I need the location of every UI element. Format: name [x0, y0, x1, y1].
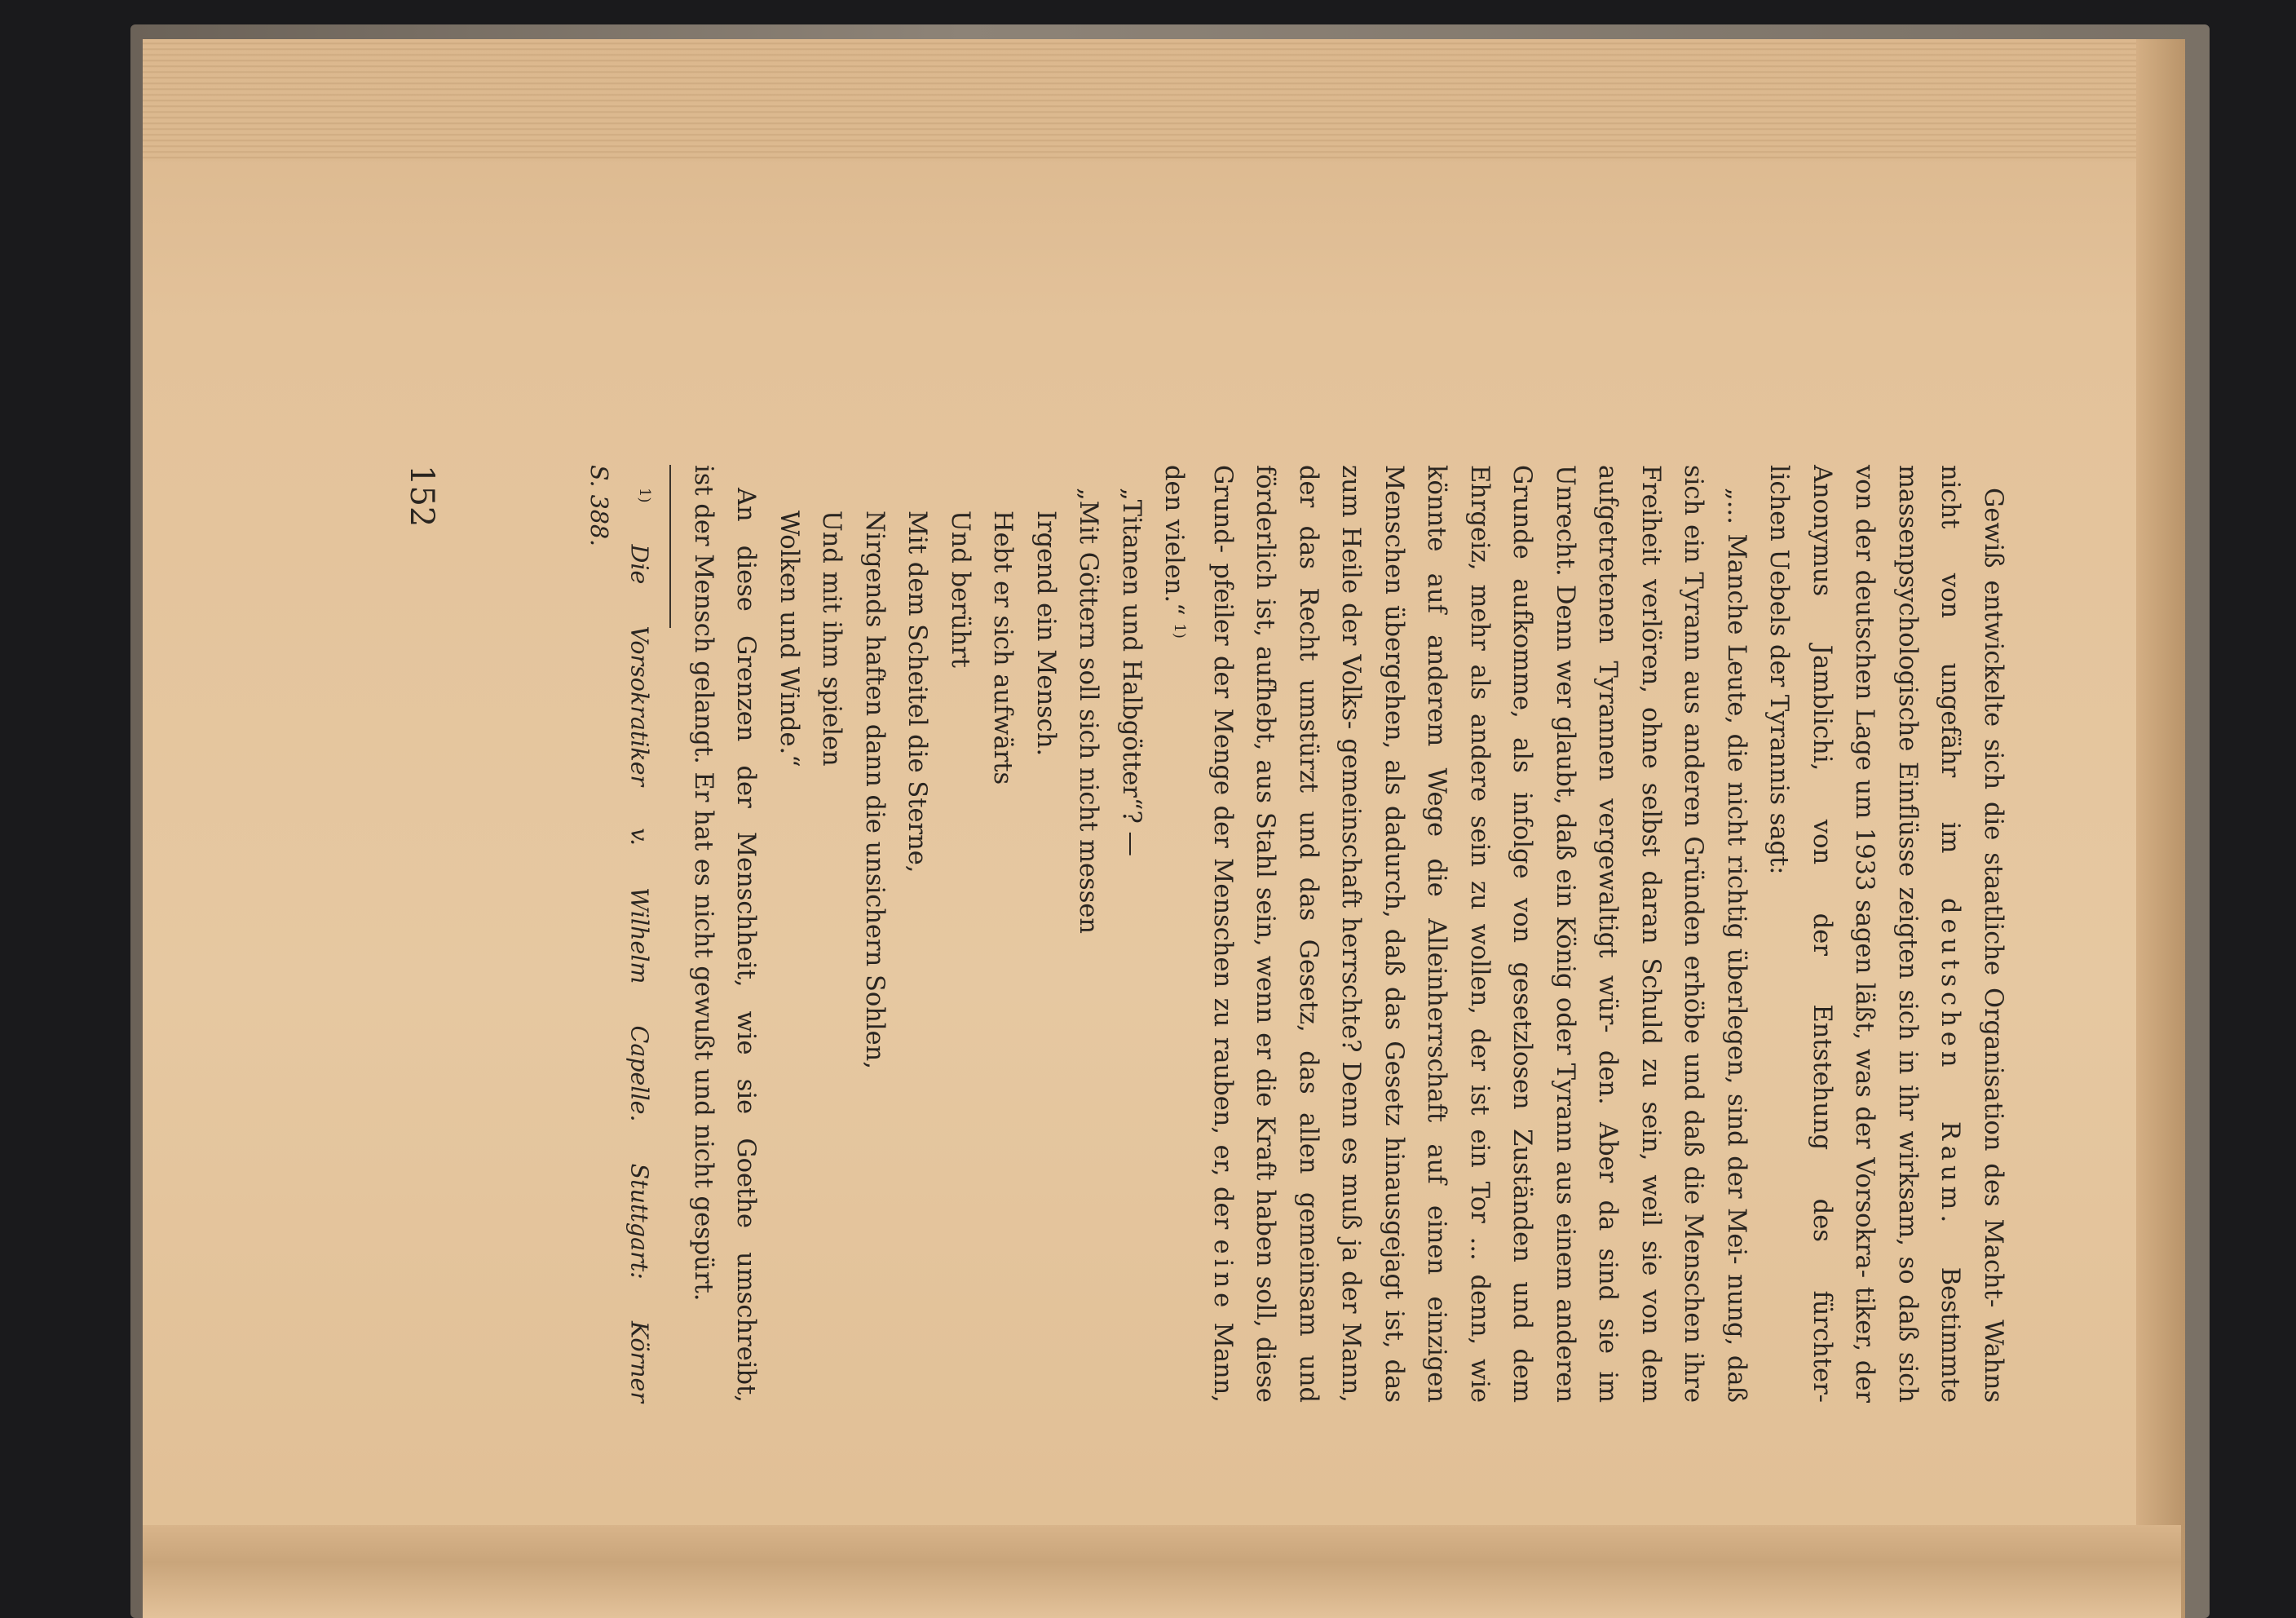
poem-line-6: Nirgends haften dann die unsichern Sohlen, [859, 511, 889, 1070]
poem-line-5: Mit dem Scheitel die Sterne, [903, 511, 932, 873]
quote-paragraph: „... Manche Leute, die nicht richtig überlegen, sind der Mei- nung, daß sich ein Tyrann aus anderen Gründen erhöbe und daß die Menschen ihre Freiheit verlören, ohne selbst daran Schuld zu sein, weil sie von dem aufgetretenen Tyrannen vergewaltigt wür- den. Aber da sind sie im Unrecht. Denn wer glaubt, daß ein König oder Tyrann aus einem anderen Grunde aufkomme, als infolge von gesetzlosen Zuständen und dem Ehrgeiz, mehr als andere sein zu wollen, der ist ein Tor ... denn, wie könnte auf anderem Wege die Alleinherrschaft auf einen einzigen Menschen übergehen, als dadurch, daß das Gesetz hinausgejagt ist, das zum Heile der Volks- gemeinschaft herrschte? Denn es muß ja der Mann, der das Recht umstürzt und das Gesetz, das allen gemeinsam und förderlich ist, aufhebt, aus Stahl sein, wenn er die Kraft haben soll, diese Grund- pfeiler der Menge der Menschen zu rauben, er, der eine Mann, [1208, 465, 1751, 1404]
book-gutter [143, 1525, 2181, 1618]
poem-line-3: Hebt er sich aufwärts [988, 511, 1018, 785]
poem-line-8: Wolken und Winde.“ [774, 511, 803, 767]
footnote-end: S. 388. [585, 465, 612, 547]
footnote-rule [669, 465, 671, 628]
footnote-marker: 1) [636, 488, 654, 503]
poem-line-7: Und mit ihm spielen [817, 511, 846, 767]
closing-paragraph: An diese Grenzen der Menschheit, wie sie Goethe umschreibt, [731, 488, 761, 1403]
footnote-ref: 1) [1171, 623, 1189, 639]
poem-line-4: Und berührt [945, 511, 974, 668]
footnote-citation: Die Vorsokratiker v. Wilhelm Capelle. Stuttgart: Körner [625, 544, 653, 1403]
question-line: „Titanen und Halbgötter“? — [1116, 488, 1146, 857]
poem-line-2: Irgend ein Mensch. [1031, 511, 1060, 757]
page-text-block [585, 465, 2014, 1404]
poem-line-1: „Mit Göttern soll sich nicht messen [1074, 488, 1103, 935]
page-edges [143, 39, 2181, 161]
closing-paragraph-end: ist der Mensch gelangt. Er hat es nicht gewußt und nicht gespürt. [688, 465, 718, 1302]
paragraph-1: Gewiß entwickelte sich die staatliche Organisation des Macht- Wahns nicht von ungefähr im deutschen Raum. Bestimmte massenpsychologische Einflüsse zeigten sich in ihr wirksam, so daß sich von der deutschen Lage um 1933 sagen läßt, was der Vorsokra- tiker, der Anonymus Jamblichi, von der Entstehung des fürchter- [1808, 465, 2007, 1404]
quote-paragraph-end: den vielen.“ $^{1)}$ [1159, 465, 1189, 639]
page-number: 152 [403, 465, 440, 528]
paragraph-1-end: lichen Uebels der Tyrannis sagt: [1764, 465, 1794, 875]
page-side-edge [2136, 39, 2185, 1618]
footnote [619, 465, 665, 1403]
